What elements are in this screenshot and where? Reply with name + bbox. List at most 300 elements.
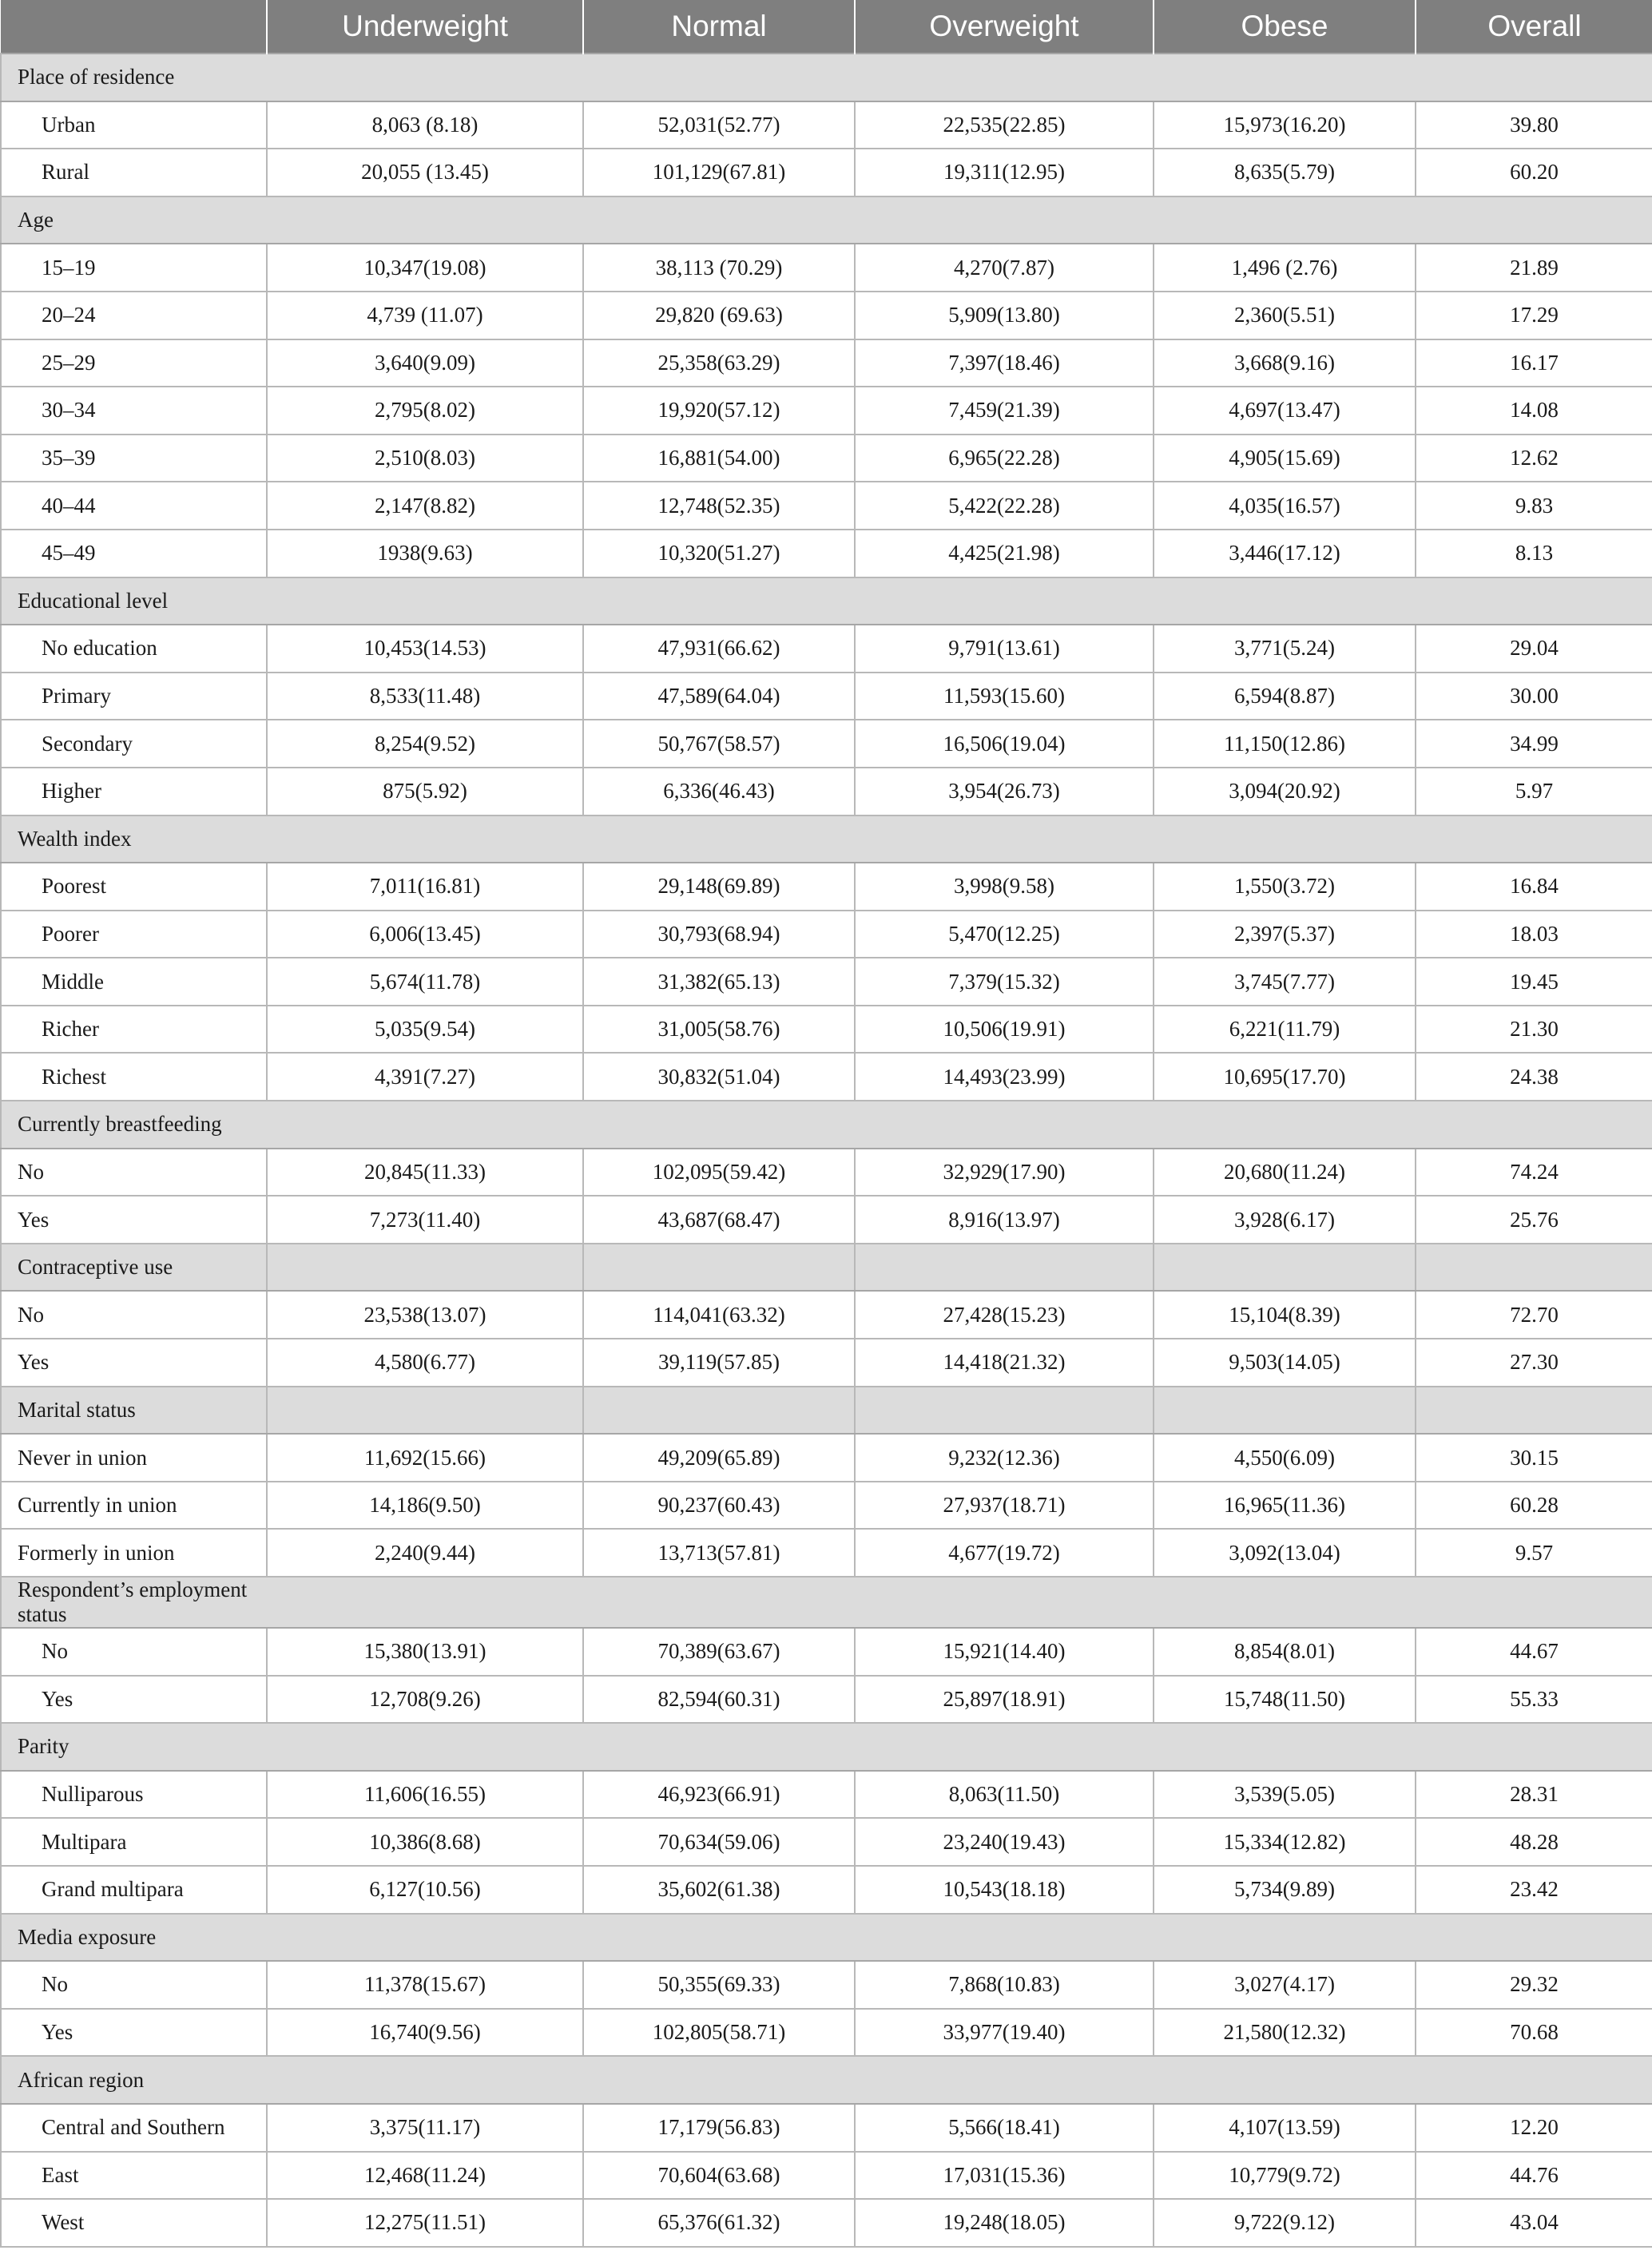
normal-cell: 70,634(59.06) <box>583 1818 855 1866</box>
table-row <box>1 863 1652 911</box>
group-empty-cell <box>855 1914 1154 1962</box>
overall-cell: 5.97 <box>1416 768 1652 816</box>
obese-cell: 3,928(6.17) <box>1154 1196 1416 1244</box>
row-label: 35–39 <box>1 435 267 482</box>
group-empty-cell <box>583 577 855 625</box>
overall-cell: 18.03 <box>1416 911 1652 958</box>
row-label: No education <box>1 625 267 673</box>
overweight-cell: 14,493(23.99) <box>855 1053 1154 1101</box>
overall-cell: 34.99 <box>1416 720 1652 768</box>
obese-cell: 10,695(17.70) <box>1154 1053 1416 1101</box>
obese-cell: 3,745(7.77) <box>1154 958 1416 1006</box>
normal-cell: 17,179(56.83) <box>583 2104 855 2152</box>
group-label: Contraceptive use <box>1 1244 267 1292</box>
group-empty-cell <box>583 1914 855 1962</box>
overweight-cell: 5,909(13.80) <box>855 292 1154 339</box>
normal-cell: 39,119(57.85) <box>583 1339 855 1387</box>
normal-cell: 102,805(58.71) <box>583 2009 855 2057</box>
overall-cell: 9.83 <box>1416 482 1652 530</box>
table-row <box>1 339 1652 387</box>
obese-cell: 2,360(5.51) <box>1154 292 1416 339</box>
overall-cell: 12.20 <box>1416 2104 1652 2152</box>
normal-cell: 90,237(60.43) <box>583 1482 855 1530</box>
group-empty-cell <box>583 1577 855 1628</box>
header-cell-overall: Overall <box>1416 0 1652 54</box>
obese-cell: 3,668(9.16) <box>1154 339 1416 387</box>
table-row <box>1 958 1652 1006</box>
normal-cell: 49,209(65.89) <box>583 1434 855 1482</box>
group-label: Media exposure <box>1 1914 267 1962</box>
table-row <box>1 1434 1652 1482</box>
group-empty-cell <box>855 54 1154 101</box>
row-label: Currently in union <box>1 1482 267 1530</box>
underweight-cell: 8,063 (8.18) <box>267 101 583 149</box>
obese-cell: 4,905(15.69) <box>1154 435 1416 482</box>
group-header-row <box>1 54 1652 101</box>
overall-cell: 16.84 <box>1416 863 1652 911</box>
row-label: Formerly in union <box>1 1529 267 1577</box>
overweight-cell: 7,397(18.46) <box>855 339 1154 387</box>
obese-cell: 10,779(9.72) <box>1154 2152 1416 2200</box>
obese-cell: 3,094(20.92) <box>1154 768 1416 816</box>
group-empty-cell <box>1154 816 1416 863</box>
group-empty-cell <box>1416 1577 1652 1628</box>
overall-cell: 72.70 <box>1416 1291 1652 1339</box>
obese-cell: 15,973(16.20) <box>1154 101 1416 149</box>
underweight-cell: 12,468(11.24) <box>267 2152 583 2200</box>
table-row <box>1 673 1652 720</box>
underweight-cell: 5,035(9.54) <box>267 1006 583 1054</box>
normal-cell: 102,095(59.42) <box>583 1149 855 1196</box>
overweight-cell: 7,379(15.32) <box>855 958 1154 1006</box>
overall-cell: 21.30 <box>1416 1006 1652 1054</box>
obese-cell: 1,550(3.72) <box>1154 863 1416 911</box>
normal-cell: 30,832(51.04) <box>583 1053 855 1101</box>
row-label: Poorest <box>1 863 267 911</box>
table-body <box>1 54 1652 2247</box>
group-empty-cell <box>1416 1244 1652 1292</box>
normal-cell: 70,604(63.68) <box>583 2152 855 2200</box>
group-label: Educational level <box>1 577 267 625</box>
overweight-cell: 22,535(22.85) <box>855 101 1154 149</box>
overweight-cell: 3,954(26.73) <box>855 768 1154 816</box>
group-label: Wealth index <box>1 816 267 863</box>
normal-cell: 10,320(51.27) <box>583 530 855 577</box>
normal-cell: 29,148(69.89) <box>583 863 855 911</box>
row-label: Urban <box>1 101 267 149</box>
overall-cell: 44.67 <box>1416 1628 1652 1676</box>
group-header-row <box>1 1577 1652 1628</box>
group-empty-cell <box>1416 196 1652 244</box>
normal-cell: 50,355(69.33) <box>583 1961 855 2009</box>
table-row <box>1 2199 1652 2247</box>
table-row <box>1 720 1652 768</box>
normal-cell: 43,687(68.47) <box>583 1196 855 1244</box>
overweight-cell: 33,977(19.40) <box>855 2009 1154 2057</box>
table-row <box>1 2104 1652 2152</box>
group-header-row <box>1 1101 1652 1149</box>
underweight-cell: 6,006(13.45) <box>267 911 583 958</box>
group-empty-cell <box>583 1723 855 1771</box>
overall-cell: 44.76 <box>1416 2152 1652 2200</box>
group-empty-cell <box>1154 54 1416 101</box>
overweight-cell: 15,921(14.40) <box>855 1628 1154 1676</box>
overweight-cell: 4,425(21.98) <box>855 530 1154 577</box>
group-header-row <box>1 1387 1652 1435</box>
normal-cell: 12,748(52.35) <box>583 482 855 530</box>
underweight-cell: 10,347(19.08) <box>267 244 583 292</box>
group-empty-cell <box>1416 1723 1652 1771</box>
row-label: No <box>1 1149 267 1196</box>
obese-cell: 9,722(9.12) <box>1154 2199 1416 2247</box>
normal-cell: 31,005(58.76) <box>583 1006 855 1054</box>
underweight-cell: 11,378(15.67) <box>267 1961 583 2009</box>
group-empty-cell <box>267 1914 583 1962</box>
obese-cell: 1,496 (2.76) <box>1154 244 1416 292</box>
row-label: Never in union <box>1 1434 267 1482</box>
table-row <box>1 1196 1652 1244</box>
normal-cell: 38,113 (70.29) <box>583 244 855 292</box>
row-label: Multipara <box>1 1818 267 1866</box>
group-empty-cell <box>1416 577 1652 625</box>
overall-cell: 23.42 <box>1416 1866 1652 1914</box>
obese-cell: 4,107(13.59) <box>1154 2104 1416 2152</box>
underweight-cell: 4,739 (11.07) <box>267 292 583 339</box>
table-row <box>1 1771 1652 1819</box>
group-empty-cell <box>583 2056 855 2104</box>
row-label: Richer <box>1 1006 267 1054</box>
overweight-cell: 27,428(15.23) <box>855 1291 1154 1339</box>
obese-cell: 2,397(5.37) <box>1154 911 1416 958</box>
table-row <box>1 911 1652 958</box>
overweight-cell: 10,543(18.18) <box>855 1866 1154 1914</box>
table-row <box>1 482 1652 530</box>
overweight-cell: 19,248(18.05) <box>855 2199 1154 2247</box>
table-row <box>1 1676 1652 1724</box>
obese-cell: 4,697(13.47) <box>1154 387 1416 435</box>
group-empty-cell <box>267 54 583 101</box>
underweight-cell: 11,606(16.55) <box>267 1771 583 1819</box>
overall-cell: 25.76 <box>1416 1196 1652 1244</box>
row-label: East <box>1 2152 267 2200</box>
obese-cell: 8,635(5.79) <box>1154 149 1416 196</box>
row-label: Grand multipara <box>1 1866 267 1914</box>
row-label: Yes <box>1 2009 267 2057</box>
group-empty-cell <box>1416 1101 1652 1149</box>
group-empty-cell <box>1416 816 1652 863</box>
overall-cell: 30.15 <box>1416 1434 1652 1482</box>
header-cell-normal: Normal <box>583 0 855 54</box>
group-empty-cell <box>855 2056 1154 2104</box>
normal-cell: 29,820 (69.63) <box>583 292 855 339</box>
underweight-cell: 2,795(8.02) <box>267 387 583 435</box>
row-label: Yes <box>1 1339 267 1387</box>
group-label: African region <box>1 2056 267 2104</box>
underweight-cell: 10,453(14.53) <box>267 625 583 673</box>
group-empty-cell <box>1416 54 1652 101</box>
group-empty-cell <box>267 1577 583 1628</box>
overweight-cell: 8,916(13.97) <box>855 1196 1154 1244</box>
group-header-row <box>1 577 1652 625</box>
overall-cell: 16.17 <box>1416 339 1652 387</box>
row-label: 25–29 <box>1 339 267 387</box>
group-empty-cell <box>1154 1577 1416 1628</box>
underweight-cell: 1938(9.63) <box>267 530 583 577</box>
overweight-cell: 4,677(19.72) <box>855 1529 1154 1577</box>
normal-cell: 65,376(61.32) <box>583 2199 855 2247</box>
normal-cell: 19,920(57.12) <box>583 387 855 435</box>
underweight-cell: 875(5.92) <box>267 768 583 816</box>
overweight-cell: 19,311(12.95) <box>855 149 1154 196</box>
table-row <box>1 1628 1652 1676</box>
group-empty-cell <box>1154 2056 1416 2104</box>
table-row <box>1 101 1652 149</box>
obese-cell: 3,092(13.04) <box>1154 1529 1416 1577</box>
overall-cell: 14.08 <box>1416 387 1652 435</box>
group-empty-cell <box>267 1244 583 1292</box>
overweight-cell: 32,929(17.90) <box>855 1149 1154 1196</box>
group-empty-cell <box>1154 1914 1416 1962</box>
obese-cell: 4,550(6.09) <box>1154 1434 1416 1482</box>
obese-cell: 9,503(14.05) <box>1154 1339 1416 1387</box>
obese-cell: 4,035(16.57) <box>1154 482 1416 530</box>
overall-cell: 43.04 <box>1416 2199 1652 2247</box>
overweight-cell: 8,063(11.50) <box>855 1771 1154 1819</box>
normal-cell: 50,767(58.57) <box>583 720 855 768</box>
underweight-cell: 10,386(8.68) <box>267 1818 583 1866</box>
overall-cell: 24.38 <box>1416 1053 1652 1101</box>
normal-cell: 114,041(63.32) <box>583 1291 855 1339</box>
row-label: 45–49 <box>1 530 267 577</box>
underweight-cell: 12,275(11.51) <box>267 2199 583 2247</box>
underweight-cell: 7,011(16.81) <box>267 863 583 911</box>
table-row <box>1 1006 1652 1054</box>
group-empty-cell <box>855 577 1154 625</box>
underweight-cell: 16,740(9.56) <box>267 2009 583 2057</box>
obese-cell: 6,221(11.79) <box>1154 1006 1416 1054</box>
overall-cell: 8.13 <box>1416 530 1652 577</box>
group-empty-cell <box>1416 2056 1652 2104</box>
normal-cell: 16,881(54.00) <box>583 435 855 482</box>
group-empty-cell <box>583 1244 855 1292</box>
table-row <box>1 1149 1652 1196</box>
overweight-cell: 23,240(19.43) <box>855 1818 1154 1866</box>
table-row <box>1 149 1652 196</box>
group-empty-cell <box>855 196 1154 244</box>
group-header-row <box>1 2056 1652 2104</box>
row-label: Richest <box>1 1053 267 1101</box>
normal-cell: 47,589(64.04) <box>583 673 855 720</box>
obese-cell: 3,539(5.05) <box>1154 1771 1416 1819</box>
row-label: 40–44 <box>1 482 267 530</box>
obese-cell: 11,150(12.86) <box>1154 720 1416 768</box>
row-label: Secondary <box>1 720 267 768</box>
table-row <box>1 435 1652 482</box>
group-empty-cell <box>1154 196 1416 244</box>
underweight-cell: 20,055 (13.45) <box>267 149 583 196</box>
group-empty-cell <box>1154 1244 1416 1292</box>
overweight-cell: 5,566(18.41) <box>855 2104 1154 2152</box>
underweight-cell: 6,127(10.56) <box>267 1866 583 1914</box>
obese-cell: 21,580(12.32) <box>1154 2009 1416 2057</box>
group-empty-cell <box>855 816 1154 863</box>
row-label: Poorer <box>1 911 267 958</box>
normal-cell: 6,336(46.43) <box>583 768 855 816</box>
normal-cell: 46,923(66.91) <box>583 1771 855 1819</box>
group-empty-cell <box>1154 1723 1416 1771</box>
underweight-cell: 4,580(6.77) <box>267 1339 583 1387</box>
normal-cell: 30,793(68.94) <box>583 911 855 958</box>
row-label: Rural <box>1 149 267 196</box>
underweight-cell: 3,375(11.17) <box>267 2104 583 2152</box>
underweight-cell: 12,708(9.26) <box>267 1676 583 1724</box>
overweight-cell: 25,897(18.91) <box>855 1676 1154 1724</box>
group-empty-cell <box>1416 1387 1652 1435</box>
overweight-cell: 4,270(7.87) <box>855 244 1154 292</box>
underweight-cell: 8,254(9.52) <box>267 720 583 768</box>
group-empty-cell <box>583 54 855 101</box>
header-row <box>1 0 1652 54</box>
underweight-cell: 8,533(11.48) <box>267 673 583 720</box>
row-label: West <box>1 2199 267 2247</box>
table-row <box>1 1866 1652 1914</box>
group-empty-cell <box>1154 1101 1416 1149</box>
table-row <box>1 1482 1652 1530</box>
group-label: Place of residence <box>1 54 267 101</box>
table-row <box>1 625 1652 673</box>
overweight-cell: 11,593(15.60) <box>855 673 1154 720</box>
group-empty-cell <box>267 577 583 625</box>
obese-cell: 15,334(12.82) <box>1154 1818 1416 1866</box>
underweight-cell: 20,845(11.33) <box>267 1149 583 1196</box>
obese-cell: 3,771(5.24) <box>1154 625 1416 673</box>
obese-cell: 5,734(9.89) <box>1154 1866 1416 1914</box>
group-empty-cell <box>267 1101 583 1149</box>
row-label: 30–34 <box>1 387 267 435</box>
table-row <box>1 1291 1652 1339</box>
group-header-row <box>1 196 1652 244</box>
normal-cell: 52,031(52.77) <box>583 101 855 149</box>
overall-cell: 12.62 <box>1416 435 1652 482</box>
normal-cell: 31,382(65.13) <box>583 958 855 1006</box>
normal-cell: 13,713(57.81) <box>583 1529 855 1577</box>
underweight-cell: 15,380(13.91) <box>267 1628 583 1676</box>
overall-cell: 60.28 <box>1416 1482 1652 1530</box>
overweight-cell: 5,422(22.28) <box>855 482 1154 530</box>
group-empty-cell <box>583 1387 855 1435</box>
overall-cell: 39.80 <box>1416 101 1652 149</box>
overweight-cell: 17,031(15.36) <box>855 2152 1154 2200</box>
group-empty-cell <box>583 816 855 863</box>
group-empty-cell <box>1154 1387 1416 1435</box>
underweight-cell: 23,538(13.07) <box>267 1291 583 1339</box>
overall-cell: 28.31 <box>1416 1771 1652 1819</box>
table-header <box>1 0 1652 54</box>
row-label: No <box>1 1628 267 1676</box>
group-empty-cell <box>855 1723 1154 1771</box>
overweight-cell: 9,791(13.61) <box>855 625 1154 673</box>
overall-cell: 27.30 <box>1416 1339 1652 1387</box>
header-cell-variable <box>1 0 267 54</box>
group-empty-cell <box>1416 1914 1652 1962</box>
overall-cell: 9.57 <box>1416 1529 1652 1577</box>
normal-cell: 82,594(60.31) <box>583 1676 855 1724</box>
group-empty-cell <box>855 1244 1154 1292</box>
table-row <box>1 244 1652 292</box>
row-label: Primary <box>1 673 267 720</box>
obese-cell: 15,104(8.39) <box>1154 1291 1416 1339</box>
underweight-cell: 3,640(9.09) <box>267 339 583 387</box>
row-label: No <box>1 1291 267 1339</box>
overall-cell: 17.29 <box>1416 292 1652 339</box>
obese-cell: 8,854(8.01) <box>1154 1628 1416 1676</box>
normal-cell: 35,602(61.38) <box>583 1866 855 1914</box>
group-empty-cell <box>1154 577 1416 625</box>
row-label: Nulliparous <box>1 1771 267 1819</box>
underweight-cell: 2,240(9.44) <box>267 1529 583 1577</box>
obese-cell: 3,446(17.12) <box>1154 530 1416 577</box>
group-empty-cell <box>267 1723 583 1771</box>
row-label: No <box>1 1961 267 2009</box>
overweight-cell: 5,470(12.25) <box>855 911 1154 958</box>
underweight-cell: 4,391(7.27) <box>267 1053 583 1101</box>
overall-cell: 70.68 <box>1416 2009 1652 2057</box>
obese-cell: 20,680(11.24) <box>1154 1149 1416 1196</box>
overweight-cell: 3,998(9.58) <box>855 863 1154 911</box>
group-empty-cell <box>583 1101 855 1149</box>
overall-cell: 55.33 <box>1416 1676 1652 1724</box>
overall-cell: 48.28 <box>1416 1818 1652 1866</box>
overall-cell: 21.89 <box>1416 244 1652 292</box>
overweight-cell: 7,868(10.83) <box>855 1961 1154 2009</box>
underweight-cell: 2,510(8.03) <box>267 435 583 482</box>
obese-cell: 6,594(8.87) <box>1154 673 1416 720</box>
table-row <box>1 768 1652 816</box>
group-header-row <box>1 816 1652 863</box>
overall-cell: 30.00 <box>1416 673 1652 720</box>
overweight-cell: 14,418(21.32) <box>855 1339 1154 1387</box>
table-row <box>1 2009 1652 2057</box>
row-label: Yes <box>1 1196 267 1244</box>
underweight-cell: 14,186(9.50) <box>267 1482 583 1530</box>
group-empty-cell <box>267 196 583 244</box>
group-empty-cell <box>855 1577 1154 1628</box>
row-label: Central and Southern <box>1 2104 267 2152</box>
group-label: Parity <box>1 1723 267 1771</box>
table-row <box>1 2152 1652 2200</box>
group-label: Currently breastfeeding <box>1 1101 267 1149</box>
table-row <box>1 1339 1652 1387</box>
group-header-row <box>1 1244 1652 1292</box>
table-row <box>1 1818 1652 1866</box>
underweight-cell: 5,674(11.78) <box>267 958 583 1006</box>
group-label: Age <box>1 196 267 244</box>
row-label: 20–24 <box>1 292 267 339</box>
table-row <box>1 387 1652 435</box>
group-empty-cell <box>583 196 855 244</box>
table-row <box>1 1961 1652 2009</box>
table-row <box>1 292 1652 339</box>
normal-cell: 101,129(67.81) <box>583 149 855 196</box>
obese-cell: 16,965(11.36) <box>1154 1482 1416 1530</box>
underweight-cell: 2,147(8.82) <box>267 482 583 530</box>
group-empty-cell <box>267 2056 583 2104</box>
group-header-row <box>1 1723 1652 1771</box>
overall-cell: 29.32 <box>1416 1961 1652 2009</box>
table-row <box>1 1529 1652 1577</box>
group-label: Marital status <box>1 1387 267 1435</box>
row-label: 15–19 <box>1 244 267 292</box>
